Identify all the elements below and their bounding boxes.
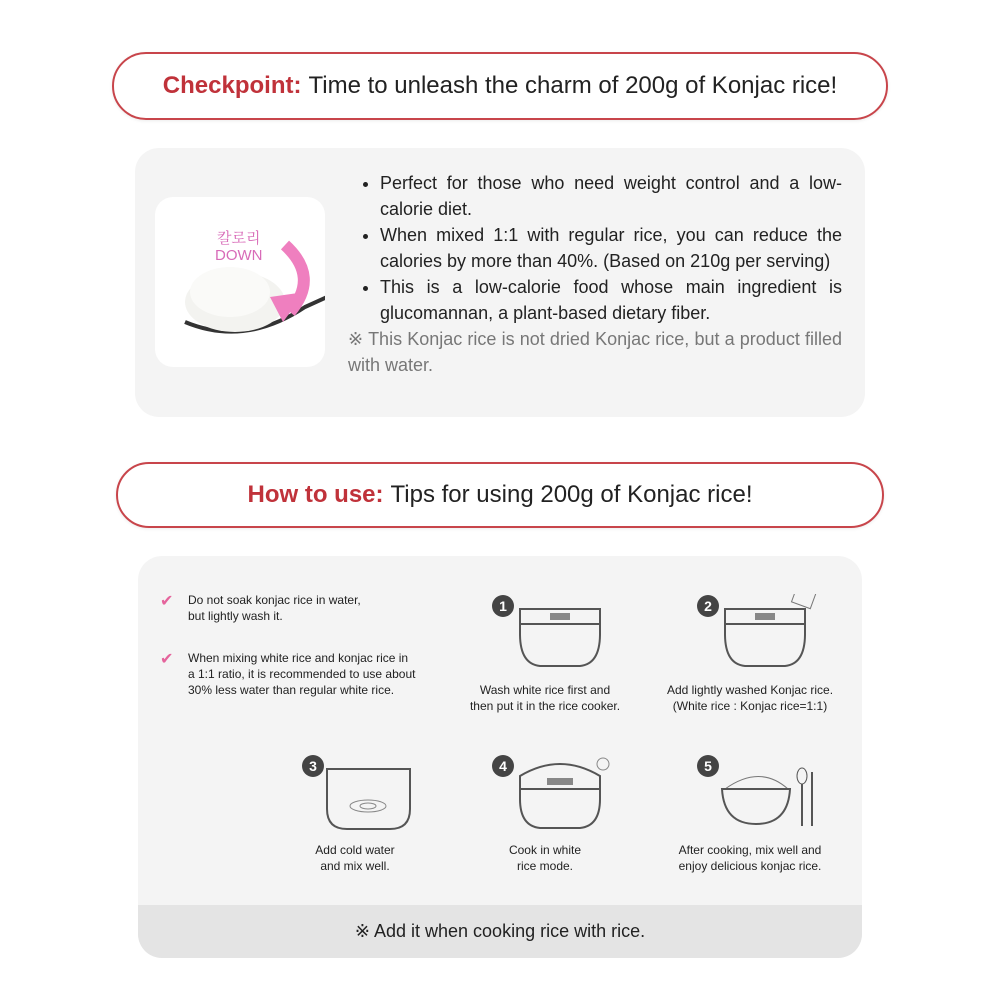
svg-text:3: 3 (309, 758, 317, 774)
mixing-pot-icon (285, 754, 425, 834)
tip-2: ✔ When mixing white rice and konjac rice in a 1:1 ratio, it is recommended to use about 30% less water than regular white rice. (160, 651, 416, 697)
checkpoint-text: Time to unleash the charm of 200g of Konjac rice! (308, 72, 838, 99)
add-rice-icon (680, 594, 820, 674)
checkpoint-label: Checkpoint: (162, 72, 302, 99)
svg-text:2: 2 (704, 598, 712, 614)
footer-note: ※ Add it when cooking rice with rice. (138, 905, 862, 958)
rice-cooker-icon (475, 594, 615, 674)
feature-item: • This is a low-calorie food whose main ingredient is glucomannan, a plant-based dietary fiber. (380, 274, 842, 326)
water-note: ※ This Konjac rice is not dried Konjac rice, but a product filled with water. (348, 329, 842, 375)
step-5: 5 After cooking, mix well and enjoy delicious konjac rice. (650, 754, 850, 874)
step-4: 4 Cook in white rice mode. (445, 754, 645, 874)
tip-1: ✔ Do not soak konjac rice in water, but lightly wash it. (160, 593, 361, 623)
calorie-ko: 칼로리 (217, 230, 261, 247)
svg-text:5: 5 (704, 758, 712, 774)
how-to-text: Tips for using 200g of Konjac rice! (390, 481, 753, 508)
how-to-label: How to use: (247, 481, 384, 508)
feature-list (348, 170, 842, 378)
check-icon: ✔ (160, 593, 174, 610)
feature-item: • When mixed 1:1 with regular rice, you can reduce the calories by more than 40%. (Based on 210g per serving) (380, 222, 842, 274)
feature-item: • Perfect for those who need weight control and a low-calorie diet. (380, 170, 842, 222)
how-to-card (138, 556, 862, 958)
step-2: 2 Add lightly washed Konjac rice. (White rice : Konjac rice=1:1) (650, 594, 850, 714)
rice-bowl-icon (680, 754, 820, 834)
cooking-icon (475, 754, 615, 834)
step-1: 1 Wash white rice first and then put it in the rice cooker. (445, 594, 645, 714)
svg-text:4: 4 (499, 758, 507, 774)
features-card (135, 148, 865, 417)
how-to-banner (116, 462, 884, 528)
check-icon: ✔ (160, 651, 174, 668)
step-3: 3 Add cold water and mix well. (255, 754, 455, 874)
product-image (155, 197, 325, 367)
svg-text:1: 1 (499, 598, 507, 614)
calorie-down: DOWN (215, 247, 263, 264)
checkpoint-banner (112, 52, 888, 120)
